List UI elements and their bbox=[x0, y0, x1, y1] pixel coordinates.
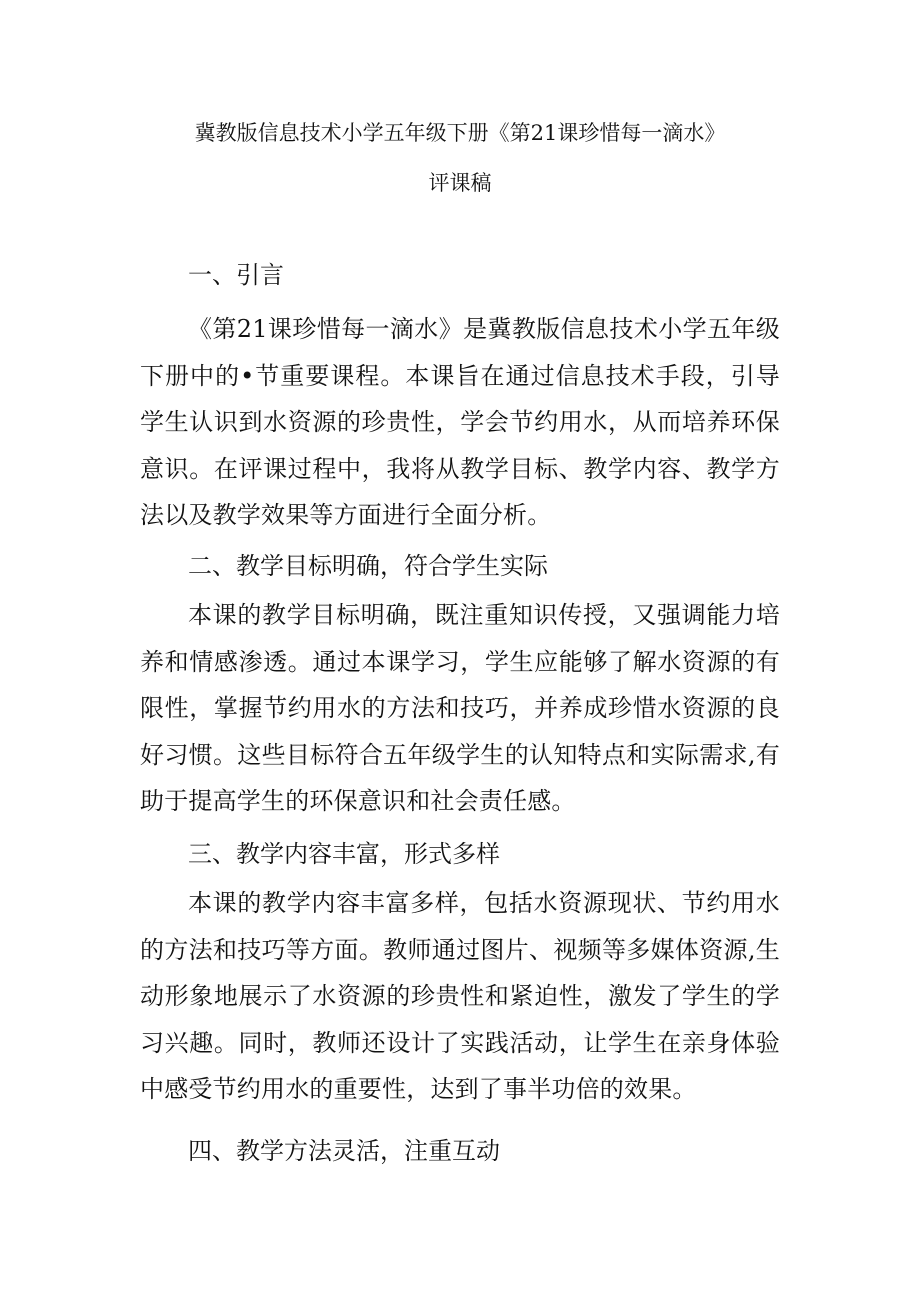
section-heading-introduction: 一、引言 bbox=[188, 261, 284, 289]
document-subtitle: 评课稿 bbox=[428, 171, 492, 195]
document-title: 冀教版信息技术小学五年级下册《第21课珍惜每一滴水》 bbox=[194, 121, 726, 145]
section-paragraph-teaching-goals: 本课的教学目标明确，既注重知识传授，又强调能力培养和情感渗透。通过本课学习，学生应能够了解水资源的有限性，掌握节约用水的方法和技巧，并养成珍惜水资源的良好习惯。这些目标符合五年级学生的认知特点和实际需求,有助于提高学生的环保意识和社会责任感。 bbox=[140, 601, 780, 815]
section-heading-teaching-content: 三、教学内容丰富，形式多样 bbox=[188, 840, 500, 868]
section-paragraph-introduction: 《第21课珍惜每一滴水》是冀教版信息技术小学五年级下册中的•节重要课程。本课旨在通过信息技术手段，引导学生认识到水资源的珍贵性，学会节约用水，从而培养环保意识。在评课过程中，我将从教学目标、教学内容、教学方法以及教学效果等方面进行全面分析。 bbox=[140, 315, 780, 529]
section-heading-teaching-goals: 二、教学目标明确，符合学生实际 bbox=[188, 552, 548, 580]
section-paragraph-teaching-content: 本课的教学内容丰富多样，包括水资源现状、节约用水的方法和技巧等方面。教师通过图片、视频等多媒体资源,生动形象地展示了水资源的珍贵性和紧迫性，激发了学生的学习兴趣。同时，教师还设计了实践活动，让学生在亲身体验中感受节约用水的重要性，达到了事半功倍的效果。 bbox=[140, 889, 780, 1103]
section-heading-teaching-methods: 四、教学方法灵活，注重互动 bbox=[188, 1137, 500, 1165]
